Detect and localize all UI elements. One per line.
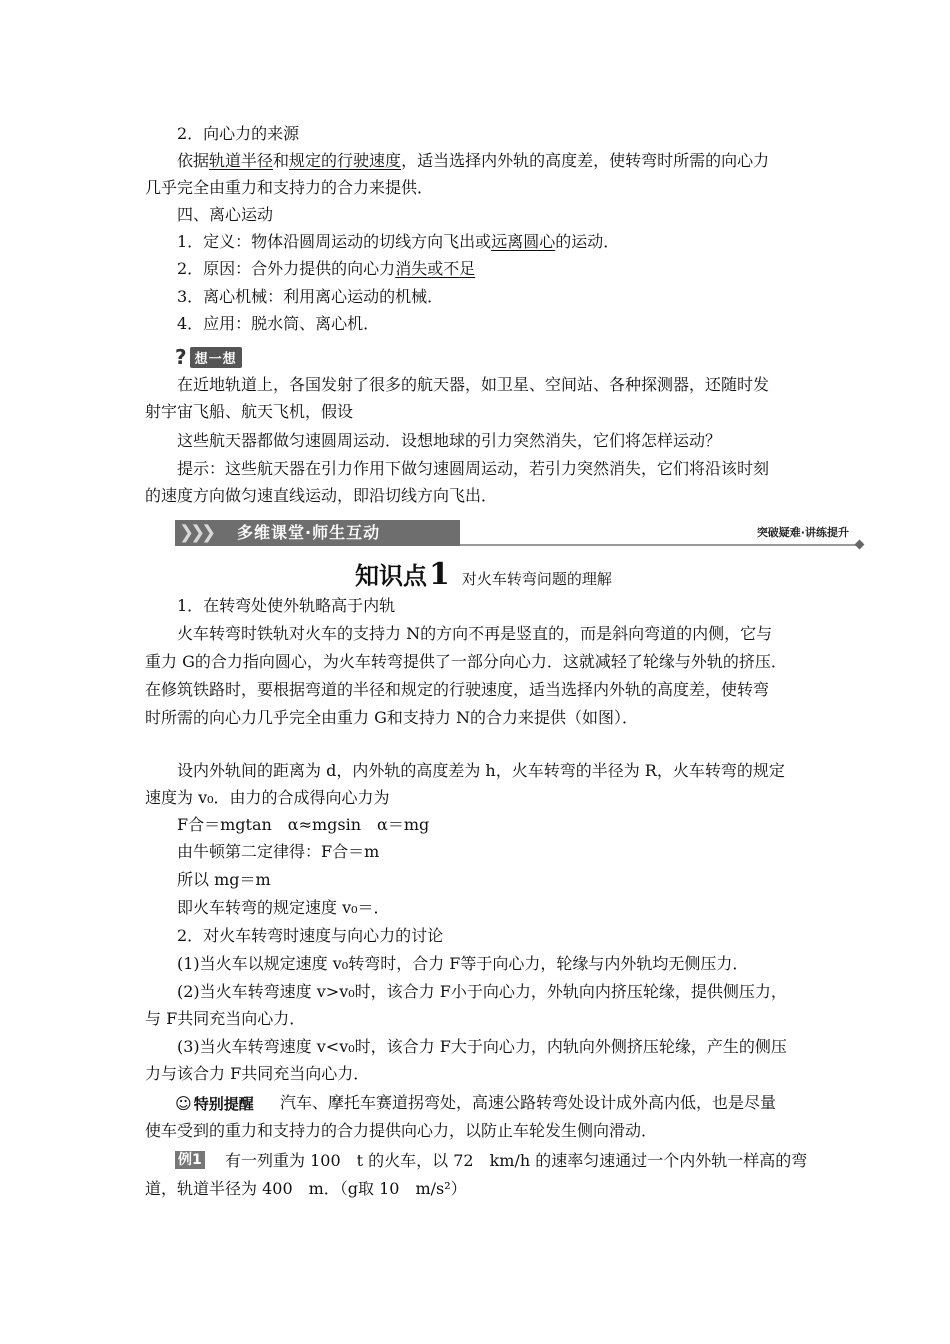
heading-centripetal-source: 2．向心力的来源 — [177, 124, 300, 143]
paragraph-line: 重力 G的合力指向圆心，为火车转弯提供了一部分向心力．这就减轻了轮缘与外轨的挤压． — [145, 652, 787, 671]
paragraph-line: 火车转弯时铁轨对火车的支持力 N的方向不再是竖直的，而是斜向弯道的内侧，它与 — [177, 624, 773, 643]
formula-line: F合＝mgtan α≈mgsin α＝mg — [177, 815, 430, 834]
example-line: 有一列重为 100 t 的火车，以 72 km/h 的速率匀速通过一个内外轨一样高的弯 — [225, 1151, 808, 1170]
hint-line: 的速度方向做匀速直线运动，即沿切线方向飞出． — [145, 486, 498, 505]
paragraph-line: 速度为 v₀．由力的合成得向心力为 — [145, 788, 390, 807]
hint-line: 提示：这些航天器在引力作用下做匀速圆周运动，若引力突然消失，它们将沿该时刻 — [177, 459, 770, 478]
special-note-label: ☺ 特别提醒 — [175, 1094, 254, 1113]
paragraph-line: 与 F共同充当向心力． — [145, 1009, 306, 1028]
paragraph-line: 几乎完全由重力和支持力的合力来提供． — [145, 178, 434, 197]
paragraph-line: 使车受到的重力和支持力的合力提供向心力，以防止车轮发生侧向滑动． — [145, 1121, 658, 1140]
think-label: ? 想一想 — [175, 347, 242, 367]
paragraph-line: (2)当火车转弯速度 v>v₀时，该合力 F小于向心力，外轨向内挤压轮缘，提供侧压力， — [177, 982, 787, 1001]
application-line: 4．应用：脱水筒、离心机． — [177, 314, 380, 333]
section-heading-centrifugal: 四、离心运动 — [177, 205, 274, 224]
question-icon: ? — [175, 345, 187, 369]
diamond-icon — [855, 540, 865, 550]
smiley-icon: ☺ — [175, 1094, 192, 1113]
chevron-arrows-icon: ❯❯❯ — [179, 522, 213, 543]
section-banner: ❯❯❯ 多维课堂·师生互动 突破疑难·讲练提升 — [175, 520, 865, 548]
paragraph-line: (1)当火车以规定速度 v₀转弯时，合力 F等于向心力，轮缘与内外轨均无侧压力． — [177, 954, 749, 973]
example-line: 道，轨道半径为 400 m．（g取 10 m/s²） — [145, 1179, 467, 1198]
subheading: 1．在转弯处使外轨略高于内轨 — [177, 596, 396, 615]
definition-line: 1．定义：物体沿圆周运动的切线方向飞出或远离圆心的运动． — [177, 232, 620, 251]
paragraph-line: 射宇宙飞船、航天飞机，假设 — [145, 402, 354, 421]
formula-line: 由牛顿第二定律得：F合＝m — [177, 842, 380, 861]
paragraph-line: 这些航天器都做匀速圆周运动．设想地球的引力突然消失，它们将怎样运动？ — [177, 431, 722, 450]
formula-line: 即火车转弯的规定速度 v₀＝． — [177, 898, 390, 917]
paragraph-line: 力与该合力 F共同充当向心力． — [145, 1064, 370, 1083]
paragraph-line: 设内外轨间的距离为 d，内外轨的高度差为 h，火车转弯的半径为 R，火车转弯的规定 — [177, 761, 785, 780]
machine-line: 3．离心机械：利用离心运动的机械． — [177, 287, 444, 306]
example-badge: 例1 — [175, 1151, 205, 1169]
paragraph-line: 汽车、摩托车赛道拐弯处，高速公路转弯处设计成外高内低，也是尽量 — [280, 1093, 777, 1112]
paragraph-line: 时所需的向心力几乎完全由重力 G和支持力 N的合力来提供（如图）． — [145, 708, 638, 727]
cause-line: 2．原因：合外力提供的向心力消失或不足 — [177, 259, 476, 278]
paragraph-line: 依据轨道半径和规定的行驶速度，适当选择内外轨的高度差，使转弯时所需的向心力 — [177, 151, 770, 170]
paragraph-line: 在修筑铁路时，要根据弯道的半径和规定的行驶速度，适当选择内外轨的高度差，使转弯 — [145, 680, 770, 699]
formula-line: 所以 mg＝m — [177, 870, 271, 889]
subheading: 2．对火车转弯时速度与向心力的讨论 — [177, 926, 444, 945]
paragraph-line: 在近地轨道上，各国发射了很多的航天器，如卫星、空间站、各种探测器，还随时发 — [177, 375, 770, 394]
knowledge-point-heading: 知识点 1 对火车转弯问题的理解 — [355, 557, 612, 592]
paragraph-line: (3)当火车转弯速度 v<v₀时，该合力 F大于向心力，内轨向外侧挤压轮缘，产生的侧压 — [177, 1037, 787, 1056]
